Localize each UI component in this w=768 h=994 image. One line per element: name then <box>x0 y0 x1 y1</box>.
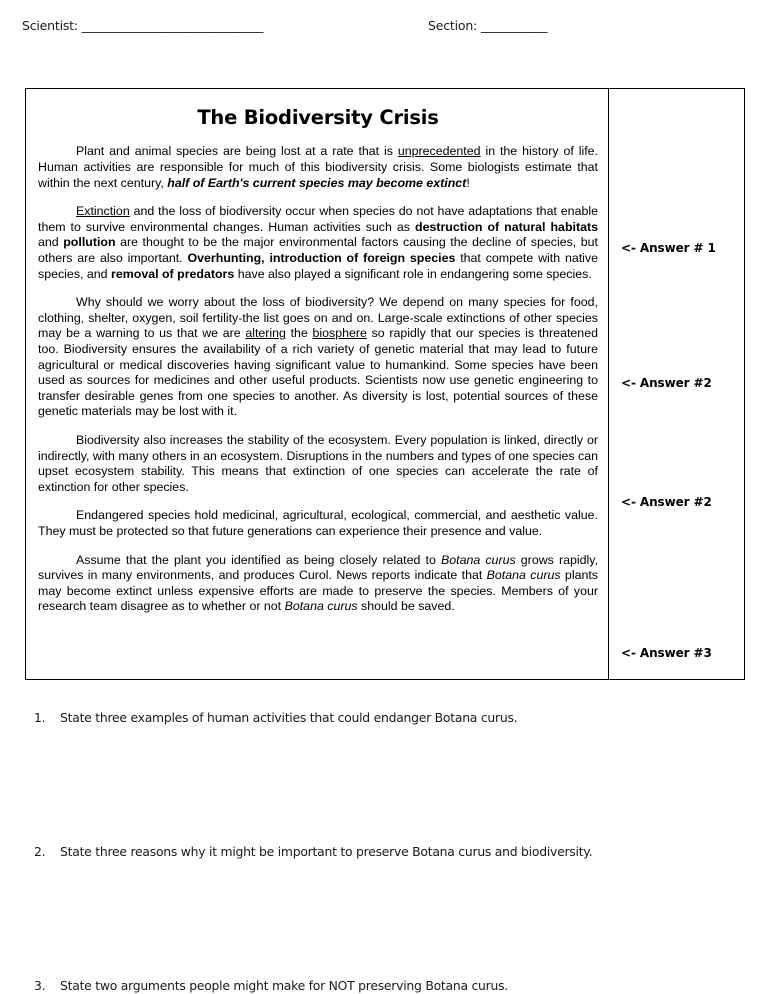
page-header <box>0 18 768 42</box>
question-text: State three reasons why it might be important to preserve Botana curus and biodiversity. <box>60 844 593 859</box>
scientist-field <box>22 18 263 33</box>
text-run: in the history of life. Human activities are responsible for much of this biodiversity crisis. Some biologists estimate that within the next century, <box>38 144 598 190</box>
question-text: State two arguments people might make for NOT preserving Botana curus. <box>60 978 509 993</box>
text-run: that compete with native species, and <box>38 251 599 281</box>
section-label: Section: <box>428 18 478 33</box>
text-run: Biodiversity also increases the stability of the ecosystem. Every population is linked, directly or indirectly, with many others in an ecosystem. Disruptions in the numbers and types of one species can upset ecosystem stability. This means that extinction of one species can accelerate the rate of extinction for other species. <box>38 432 598 494</box>
question-item <box>34 978 508 993</box>
text-run: biosphere <box>312 326 367 341</box>
text-run: altering <box>245 326 286 341</box>
text-run: removal of predators <box>111 266 235 281</box>
passage-paragraph <box>38 433 598 495</box>
text-run: grows rapidly, survives in many environments, and produces Curol. News reports indicate that <box>38 552 598 583</box>
question-number: 2. <box>34 844 46 859</box>
text-run: Botana curus <box>486 568 561 583</box>
text-run: so rapidly that our species is threatened too. Biodiversity ensures the availability of a rich variety of genetic material that may lead to future agricultural or medical discoveries having significant value to humankind. Some species have been used as sources for medicines and other useful products. Scientists now use genetic engineering to transfer desirable genes from one species to another. As diversity is lost, potential sources of these genetic materials may be lost with it. <box>38 326 598 419</box>
question-number: 1. <box>34 710 46 725</box>
passage-paragraph <box>38 508 598 539</box>
question-item <box>34 844 592 859</box>
answer-annotation: <- Answer #3 <box>621 646 712 660</box>
text-run: ! <box>466 175 470 190</box>
section-field <box>428 18 547 33</box>
text-run: unprecedented <box>397 144 481 159</box>
passage-column <box>26 89 609 679</box>
text-run: and <box>38 235 64 250</box>
text-run: Endangered species hold medicinal, agricultural, ecological, commercial, and aesthetic value. They must be protected so that future generations can experience their presence and value. <box>38 508 598 538</box>
passage-paragraph <box>38 553 598 615</box>
answer-annotation: <- Answer #2 <box>621 495 712 509</box>
text-run: should be saved. <box>357 599 455 614</box>
text-run: plants may become extinct unless expensive efforts are made to preserve the species. Members of your research team disagree as to whether or not <box>38 568 598 614</box>
question-number: 3. <box>34 978 46 993</box>
scientist-label: Scientist: <box>22 18 78 33</box>
passage-body <box>38 144 598 614</box>
passage-paragraph <box>38 144 598 191</box>
text-run: Botana curus <box>440 552 516 567</box>
text-run: Plant and animal species are being lost at a rate that is <box>76 144 398 159</box>
question-text: State three examples of human activities that could endanger Botana curus. <box>60 710 518 725</box>
text-run: Botana curus <box>284 599 358 614</box>
section-blank-line[interactable]: ___________ <box>480 18 548 33</box>
text-run: the <box>285 326 313 341</box>
text-run: Extinction <box>76 204 130 219</box>
answer-annotation: <- Answer #2 <box>621 376 712 390</box>
text-run: destruction of natural habitats <box>415 219 598 234</box>
text-run: are thought to be the major environmental factors causing the decline of species, but others are also important. <box>38 235 598 265</box>
text-run: have also played a significant role in endangering some species. <box>234 266 592 281</box>
worksheet-table <box>25 88 745 680</box>
passage-paragraph <box>38 295 598 420</box>
page-title: The Biodiversity Crisis <box>197 106 439 129</box>
scientist-blank-line[interactable]: ______________________________ <box>81 18 264 33</box>
answers-column <box>609 89 744 679</box>
answer-annotation: <- Answer # 1 <box>621 241 716 255</box>
text-run: and the loss of biodiversity occur when species do not have adaptations that enable them to survive environmental changes. Human activities such as <box>38 204 598 234</box>
passage-paragraph <box>38 204 598 282</box>
text-run: pollution <box>63 235 116 250</box>
text-run: Overhunting, introduction of foreign species <box>187 251 456 265</box>
text-run: half of Earth's current species may become extinct <box>167 175 467 190</box>
text-run: Why should we worry about the loss of biodiversity? We depend on many species for food, clothing, shelter, oxygen, soil fertility-the list goes on and on. Large-scale extinctions of other species may be a warning to us that we are <box>38 295 598 341</box>
text-run: Assume that the plant you identified as being closely related to <box>76 552 441 567</box>
question-item <box>34 710 517 725</box>
